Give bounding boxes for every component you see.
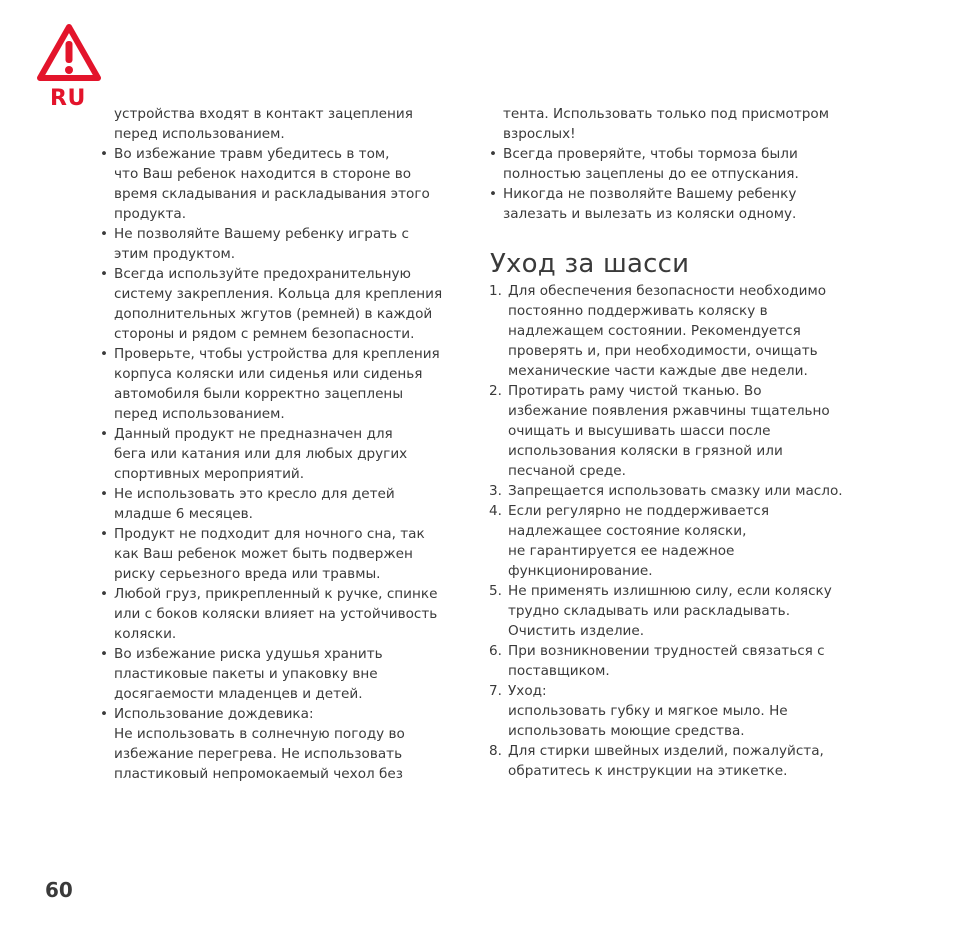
numbered-text: При возникновении трудностей связаться с — [508, 643, 825, 659]
bullet-text: этим продуктом. — [114, 246, 236, 262]
bullet-text: Во избежание травм убедитесь в том, — [114, 146, 390, 162]
bullet-text: что Ваш ребенок находится в стороне во — [114, 166, 412, 182]
bullet-text: младше 6 месяцев. — [114, 506, 253, 522]
bullet-marker: • — [100, 526, 109, 542]
bullet-marker: • — [100, 146, 109, 162]
numbered-item — [489, 641, 859, 681]
numbered-line — [489, 381, 859, 401]
bullet-item — [100, 584, 460, 644]
numbered-text: песчаной среде. — [508, 463, 626, 479]
bullet-text: бега или катания или для любых других — [114, 446, 408, 462]
bullet-text: или с боков коляски влияет на устойчивость — [114, 606, 438, 622]
numbered-text: постоянно поддерживать коляску в — [508, 303, 768, 319]
bullet-text: риску серьезного вреда или травмы. — [114, 566, 381, 582]
numbered-item — [489, 281, 859, 381]
bullet-text: Использование дождевика: — [114, 706, 314, 722]
bullet-text: перед использованием. — [114, 406, 285, 422]
bullet-marker: • — [489, 186, 498, 202]
bullet-item — [489, 184, 859, 224]
intro-text: взрослых! — [503, 126, 576, 142]
bullet-text: как Ваш ребенок может быть подвержен — [114, 546, 413, 562]
bullet-text: систему закрепления. Кольца для крепления — [114, 286, 443, 302]
numbered-text: Уход: — [508, 683, 547, 699]
item-number: 5. — [489, 583, 502, 599]
numbered-text: обратитесь к инструкции на этикетке. — [508, 763, 788, 779]
bullet-item — [100, 424, 460, 484]
numbered-text: Протирать раму чистой тканью. Во — [508, 383, 762, 399]
bullet-text: время складывания и раскладывания этого — [114, 186, 430, 202]
bullet-item — [100, 704, 460, 784]
numbered-text: Для обеспечения безопасности необходимо — [508, 283, 827, 299]
bullet-text: Не использовать это кресло для детей — [114, 486, 395, 502]
bullet-item — [100, 484, 460, 524]
bullet-line — [100, 224, 460, 244]
bullet-text: Не позволяйте Вашему ребенку играть с — [114, 226, 409, 242]
numbered-text: надлежащее состояние коляски, — [508, 523, 747, 539]
numbered-line — [489, 481, 859, 501]
language-label: RU — [50, 86, 86, 111]
bullet-line — [100, 484, 460, 504]
bullet-item — [100, 524, 460, 584]
intro-text: тента. Использовать только под присмотром — [503, 106, 829, 122]
bullet-text: Любой груз, прикрепленный к ручке, спинке — [114, 586, 438, 602]
numbered-item — [489, 501, 859, 581]
numbered-line — [489, 681, 859, 701]
bullet-text: избежание перегрева. Не использовать — [114, 746, 403, 762]
item-number: 1. — [489, 283, 502, 299]
intro-text: перед использованием. — [114, 126, 285, 142]
bullet-text: досягаемости младенцев и детей. — [114, 686, 363, 702]
bullet-text: Продукт не подходит для ночного сна, так — [114, 526, 425, 542]
bullet-text: автомобиля были корректно зацеплены — [114, 386, 404, 402]
bullet-item — [100, 224, 460, 264]
numbered-item — [489, 581, 859, 641]
numbered-text: функционирование. — [508, 563, 653, 579]
item-number: 7. — [489, 683, 502, 699]
numbered-item — [489, 741, 859, 781]
bullet-line — [100, 644, 460, 664]
bullet-text: пластиковые пакеты и упаковку вне — [114, 666, 378, 682]
numbered-text: проверять и, при необходимости, очищать — [508, 343, 818, 359]
bullet-line — [100, 524, 460, 544]
bullet-text: Всегда используйте предохранительную — [114, 266, 411, 282]
numbered-text: механические части каждые две недели. — [508, 363, 808, 379]
page-number: 60 — [45, 878, 73, 902]
bullet-item — [100, 144, 460, 224]
bullet-line — [489, 184, 859, 204]
bullet-marker: • — [489, 146, 498, 162]
item-number: 2. — [489, 383, 502, 399]
bullet-marker: • — [100, 346, 109, 362]
bullet-text: Всегда проверяйте, чтобы тормоза были — [503, 146, 798, 162]
bullet-line — [100, 704, 460, 724]
numbered-text: Для стирки швейных изделий, пожалуйста, — [508, 743, 824, 759]
bullet-marker: • — [100, 426, 109, 442]
numbered-line — [489, 741, 859, 761]
bullet-item — [489, 144, 859, 184]
bullet-line — [100, 264, 460, 284]
bullet-marker: • — [100, 586, 109, 602]
numbered-item — [489, 681, 859, 741]
right-column — [489, 104, 859, 781]
item-number: 6. — [489, 643, 502, 659]
numbered-text: Очистить изделие. — [508, 623, 645, 639]
bullet-text: Проверьте, чтобы устройства для крепления — [114, 346, 440, 362]
item-number: 4. — [489, 503, 502, 519]
item-number: 3. — [489, 483, 502, 499]
bullet-line — [100, 344, 460, 364]
bullet-item — [100, 344, 460, 424]
numbered-line — [489, 281, 859, 301]
intro-text: устройства входят в контакт зацепления — [114, 106, 413, 122]
bullet-text: Во избежание риска удушья хранить — [114, 646, 383, 662]
bullet-line — [100, 144, 460, 164]
bullet-text: полностью зацеплены до ее отпускания. — [503, 166, 799, 182]
bullet-text: дополнительных жгутов (ремней) в каждой — [114, 306, 433, 322]
numbered-text: Если регулярно не поддерживается — [508, 503, 770, 519]
bullet-text: пластиковый непромокаемый чехол без — [114, 766, 404, 782]
numbered-text: использовать моющие средства. — [508, 723, 745, 739]
numbered-text: надлежащем состоянии. Рекомендуется — [508, 323, 801, 339]
bullet-marker: • — [100, 486, 109, 502]
bullet-text: залезать и вылезать из коляски одному. — [503, 206, 797, 222]
bullet-text: Данный продукт не предназначен для — [114, 426, 393, 442]
bullet-text: спортивных мероприятий. — [114, 466, 305, 482]
numbered-text: не гарантируется ее надежное — [508, 543, 735, 559]
numbered-item — [489, 481, 859, 501]
numbered-text: Не применять излишнюю силу, если коляску — [508, 583, 832, 599]
left-column — [100, 104, 460, 784]
numbered-item — [489, 381, 859, 481]
bullet-line — [100, 584, 460, 604]
bullet-text: коляски. — [114, 626, 177, 642]
numbered-line — [489, 581, 859, 601]
numbered-line — [489, 501, 859, 521]
numbered-line — [489, 641, 859, 661]
bullet-marker: • — [100, 706, 109, 722]
bullet-item — [100, 644, 460, 704]
bullet-text: Не использовать в солнечную погоду во — [114, 726, 405, 742]
numbered-text: избежание появления ржавчины тщательно — [508, 403, 830, 419]
bullet-text: продукта. — [114, 206, 187, 222]
bullet-item — [100, 264, 460, 344]
numbered-text: Запрещается использовать смазку или масло. — [508, 483, 843, 499]
section-title: Уход за шасси — [490, 249, 690, 279]
bullet-line — [489, 144, 859, 164]
numbered-text: очищать и высушивать шасси после — [508, 423, 771, 439]
item-number: 8. — [489, 743, 502, 759]
bullet-line — [100, 424, 460, 444]
bullet-marker: • — [100, 266, 109, 282]
bullet-marker: • — [100, 646, 109, 662]
bullet-marker: • — [100, 226, 109, 242]
numbered-text: использования коляски в грязной или — [508, 443, 783, 459]
bullet-text: корпуса коляски или сиденья или сиденья — [114, 366, 423, 382]
numbered-text: поставщиком. — [508, 663, 610, 679]
bullet-text: Никогда не позволяйте Вашему ребенку — [503, 186, 797, 202]
bullet-text: стороны и рядом с ремнем безопасности. — [114, 326, 415, 342]
numbered-text: использовать губку и мягкое мыло. Не — [508, 703, 788, 719]
warning-triangle-icon — [36, 22, 102, 84]
numbered-text: трудно складывать или раскладывать. — [508, 603, 791, 619]
